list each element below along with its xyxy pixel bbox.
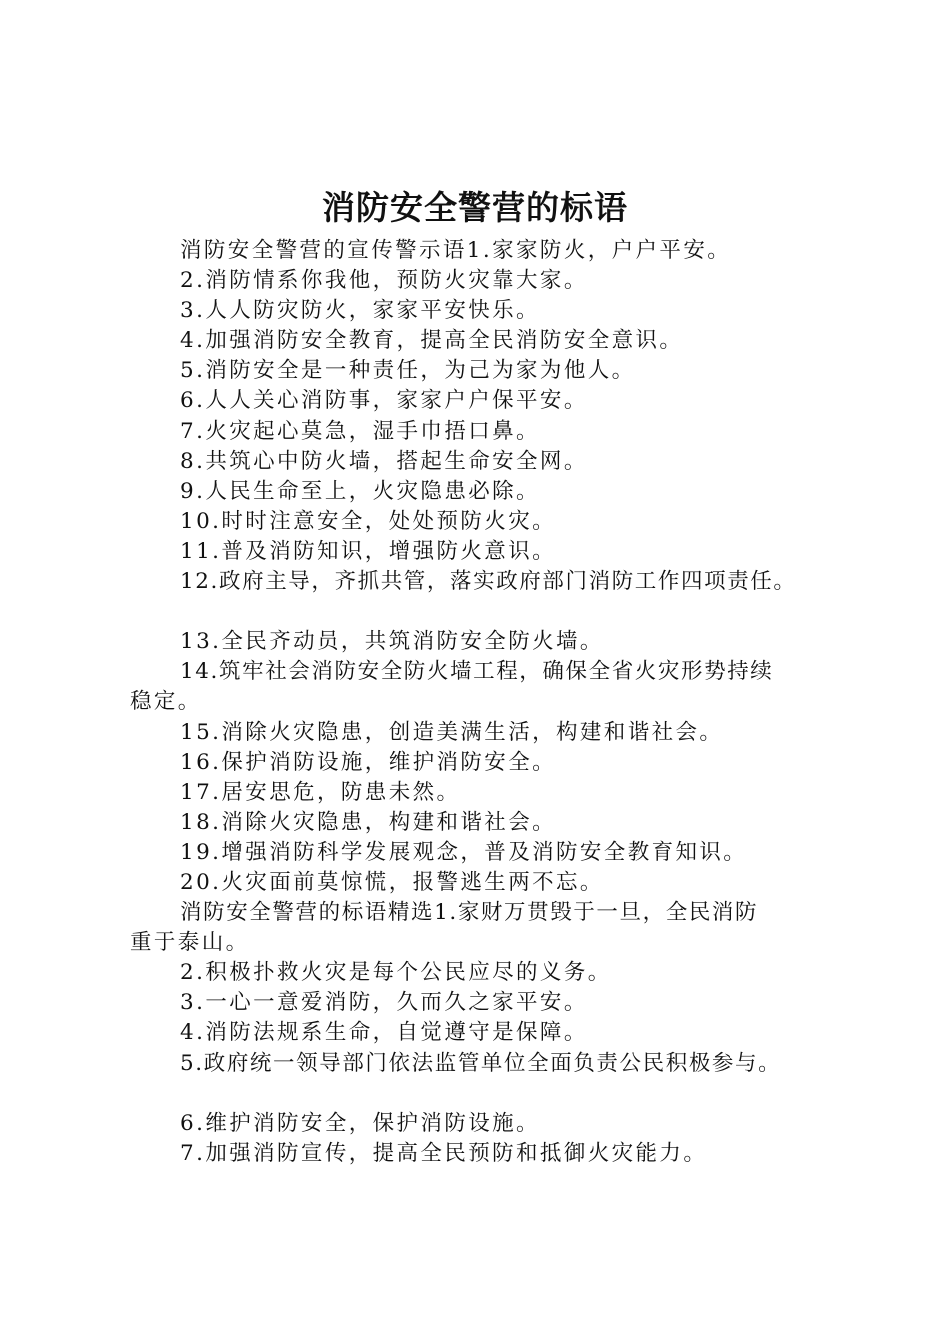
text-line: 6.人人关心消防事，家家户户保平安。 (180, 388, 588, 414)
text-line: 12.政府主导，齐抓共管，落实政府部门消防工作四项责任。 (180, 569, 797, 595)
text-line: 3.一心一意爱消防，久而久之家平安。 (180, 990, 588, 1016)
text-line: 19.增强消防科学发展观念，普及消防安全教育知识。 (180, 839, 748, 865)
text-line: 11.普及消防知识，增强防火意识。 (180, 538, 556, 564)
text-line: 消防安全警营的宣传警示语1.家家防火，户户平安。 (180, 238, 732, 263)
text-line: 7.加强消防宣传，提高全民预防和抵御火灾能力。 (180, 1140, 708, 1166)
text-line: 5.政府统一领导部门依法监管单位全面负责公民积极参与。 (180, 1050, 782, 1076)
text-line: 10.时时注意安全，处处预防火灾。 (180, 508, 556, 534)
text-line: 重于泰山。 (130, 930, 250, 956)
text-line: 5.消防安全是一种责任，为己为家为他人。 (180, 358, 636, 384)
text-line: 2.积极扑救火灾是每个公民应尽的义务。 (180, 960, 612, 986)
text-line: 2.消防情系你我他，预防火灾靠大家。 (180, 268, 588, 294)
text-line: 7.火灾起心莫急，湿手巾捂口鼻。 (180, 418, 540, 444)
text-line: 17.居安思危，防患未然。 (180, 779, 461, 805)
text-line: 9.人民生命至上，火灾隐患必除。 (180, 478, 540, 504)
paragraph-spacer (130, 1079, 855, 1109)
text-line: 16.保护消防设施，维护消防安全。 (180, 749, 556, 775)
text-line: 稳定。 (130, 689, 202, 715)
text-line: 3.人人防灾防火，家家平安快乐。 (180, 298, 540, 324)
text-line: 14.筑牢社会消防安全防火墙工程，确保全省火灾形势持续 (180, 659, 774, 685)
text-line: 20.火灾面前莫惊慌，报警逃生两不忘。 (180, 869, 604, 895)
document-title: 消防安全警营的标语 (322, 188, 628, 227)
text-line: 8.共筑心中防火墙，搭起生命安全网。 (180, 448, 588, 474)
text-line: 18.消除火灾隐患，构建和谐社会。 (180, 809, 556, 835)
text-line: 4.加强消防安全教育，提高全民消防安全意识。 (180, 328, 684, 354)
text-line: 15.消除火灾隐患，创造美满生活，构建和谐社会。 (180, 719, 724, 745)
document-body (130, 236, 855, 1169)
text-line: 6.维护消防安全，保护消防设施。 (180, 1110, 540, 1136)
paragraph-spacer (130, 597, 855, 627)
text-line: 4.消防法规系生命，自觉遵守是保障。 (180, 1020, 588, 1046)
text-line: 消防安全警营的标语精选1.家财万贯毁于一旦，全民消防 (180, 900, 759, 926)
text-line: 13.全民齐动员，共筑消防安全防火墙。 (180, 629, 604, 655)
